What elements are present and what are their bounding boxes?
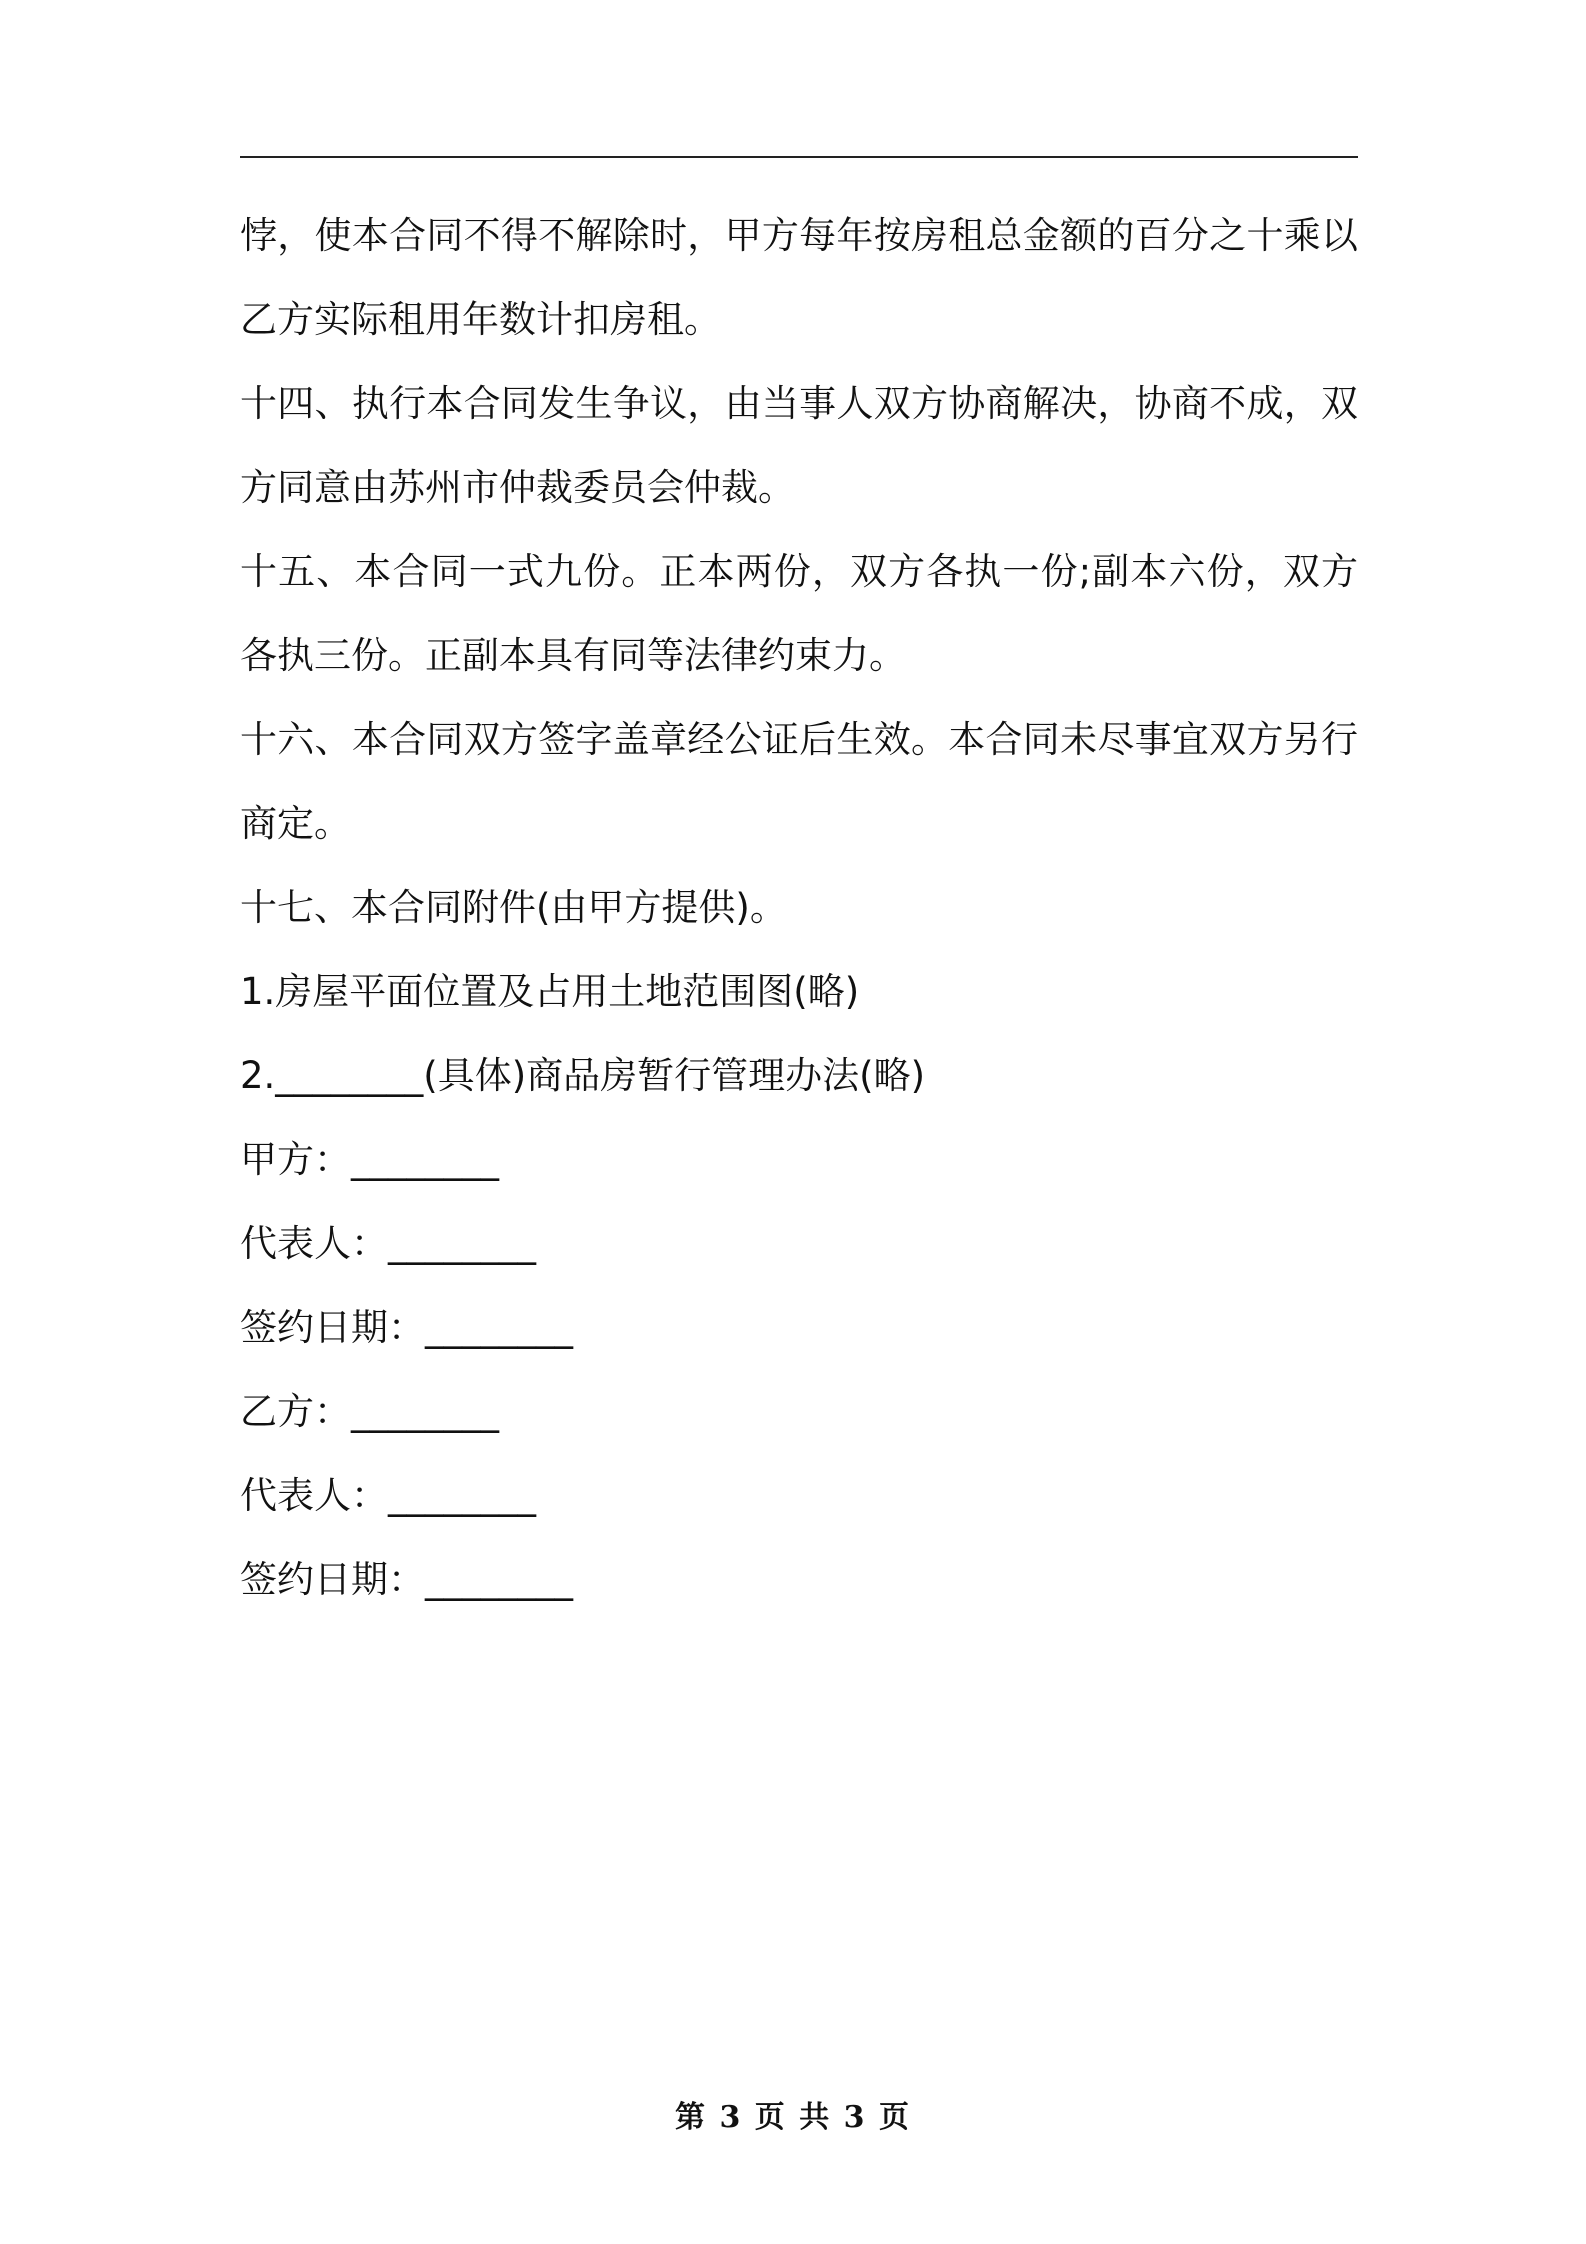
party-a-sign-date-field: 签约日期：________ (240, 1306, 573, 1349)
document-body (240, 194, 1358, 1622)
party-a-field: 甲方：________ (240, 1138, 499, 1181)
clause-16: 十六、本合同双方签字盖章经公证后生效。本合同未尽事宜双方另行商定。 (240, 718, 1358, 845)
party-b-representative-field: 代表人：________ (240, 1474, 536, 1517)
party-b-field: 乙方：________ (240, 1390, 499, 1433)
clause-14: 十四、执行本合同发生争议，由当事人双方协商解决，协商不成，双方同意由苏州市仲裁委员会仲裁。 (240, 382, 1358, 509)
header-rule (240, 156, 1358, 158)
party-b-sign-date-field: 签约日期：________ (240, 1558, 573, 1601)
party-a-representative-field: 代表人：________ (240, 1222, 536, 1265)
clause-17: 十七、本合同附件(由甲方提供)。 (240, 886, 787, 929)
attachment-2: 2.________(具体)商品房暂行管理办法(略) (240, 1054, 926, 1097)
page-number-footer: 第 3 页 共 3 页 (675, 2100, 911, 2135)
attachment-1: 1.房屋平面位置及占用土地范围图(略) (240, 970, 860, 1013)
clause-15: 十五、本合同一式九份。正本两份，双方各执一份;副本六份，双方各执三份。正副本具有同等法律约束力。 (240, 550, 1358, 677)
paragraph-continuation: 悖，使本合同不得不解除时，甲方每年按房租总金额的百分之十乘以乙方实际租用年数计扣房租。 (240, 214, 1358, 341)
